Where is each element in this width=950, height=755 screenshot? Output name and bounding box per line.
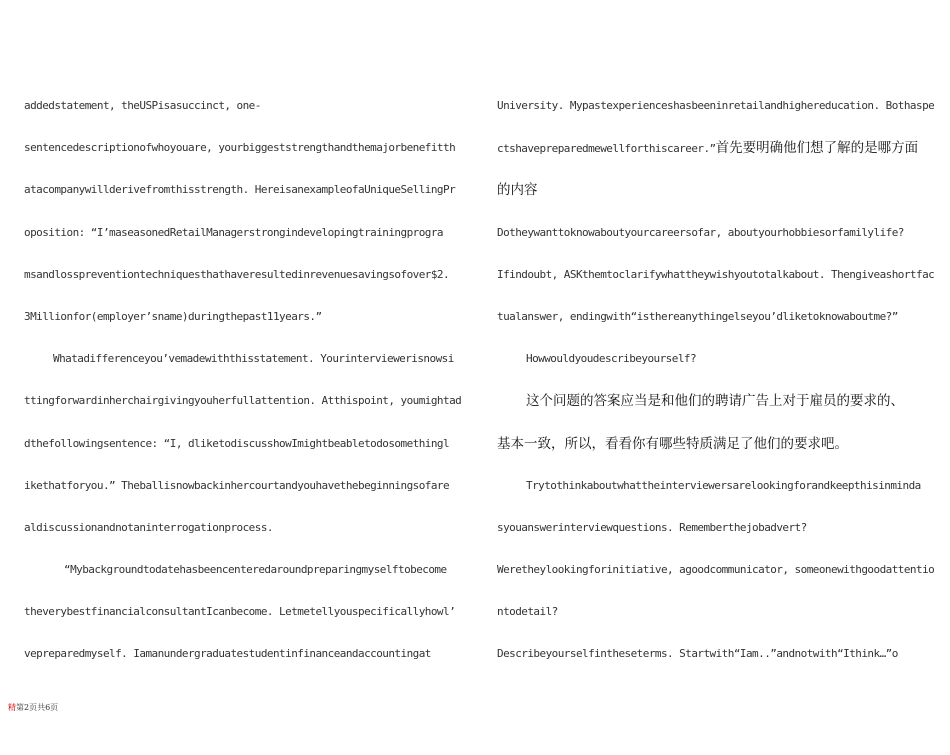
text-line: ikethatforyou.” Theballisnowbackinhercourtandyouhavethebeginningsofare	[24, 478, 450, 492]
page-number: 第2页共6页	[16, 703, 59, 712]
left-text-column	[24, 92, 474, 683]
text-line: syouanswerinterviewquestions. Rememberthejobadvert?	[497, 520, 807, 534]
text-line: “Mybackgroundtodatehasbeencenteredaroundpreparingmyselftobecome	[64, 563, 447, 577]
text-line-mixed	[497, 134, 945, 176]
footer-mark: 精	[8, 703, 16, 712]
text-line: Ifindoubt, ASKthemtoclarifywhattheywishyoutotalkabout. Thengiveashortfac	[497, 267, 935, 281]
text-line: tualanswer, endingwith“isthereanythingelseyou’dliketoknowaboutme?”	[497, 309, 898, 323]
text-line: vepreparedmyself. Iamanundergraduatestudentinfinanceandaccountingat	[24, 647, 431, 661]
text-line: Dotheywanttoknowaboutyourcareersofar, aboutyourhobbiesorfamilylife?	[497, 225, 904, 239]
text-line: ntodetail?	[497, 605, 558, 619]
page-footer	[8, 702, 58, 713]
text-segment-en: ctshavepreparedmewellforthiscareer.”	[497, 142, 716, 156]
text-line: sentencedescriptionofwhoyouare, yourbiggeststrengthandthemajorbenefitth	[24, 141, 456, 155]
text-line: msandlosspreventiontechniquesthathaveresultedinrevenuesavingsofover$2.	[24, 267, 450, 281]
text-line: dthefollowingsentence: “I, dliketodiscusshowImightbeabletodosomethingl	[24, 436, 450, 450]
right-text-column	[497, 92, 945, 683]
text-line: 3Millionfor(employer’sname)duringthepast11years.”	[24, 309, 322, 323]
text-line: 这个问题的答案应当是和他们的聘请广告上对于雇员的要求的、	[526, 393, 904, 410]
text-line: Describeyourselfintheseterms. Startwith“Iam..”andnotwith“Ithink…”o	[497, 647, 898, 661]
text-line: addedstatement, theUSPisasuccinct, one-	[24, 99, 261, 112]
text-line: oposition: “I’maseasonedRetailManagerstrongindevelopingtrainingprogra	[24, 225, 444, 239]
text-line: Trytothinkaboutwhattheinterviewersarelookingforandkeepthisinminda	[526, 478, 921, 492]
text-line: 基本一致，所以，看看你有哪些特质满足了他们的要求吧。	[497, 435, 848, 452]
text-line: aldiscussionandnotaninterrogationprocess.	[24, 520, 273, 534]
text-line: theverybestfinancialconsultantIcanbecome. Letmetellyouspecificallyhowl’	[24, 605, 456, 619]
text-line: Weretheylookingforinitiative, agoodcommunicator, someonewithgoodattentio	[497, 563, 935, 577]
text-line: ttingforwardinherchairgivingyouherfullattention. Atthispoint, youmightad	[24, 394, 462, 408]
text-line: 的内容	[497, 182, 538, 199]
text-line: atacompanywillderivefromthisstrength. HereisanexampleofaUniqueSellingPr	[24, 183, 456, 197]
text-line: Howwouldyoudescribeyourself?	[526, 352, 697, 366]
text-line: University. Mypastexperienceshasbeeninretailandhighereducation. Bothaspe	[497, 99, 935, 112]
text-line: Whatadifferenceyou’vemadewiththisstatement. Yourinterviewerisnowsi	[53, 352, 454, 366]
text-segment-zh: 首先要明确他们想了解的是哪方面	[715, 140, 919, 157]
